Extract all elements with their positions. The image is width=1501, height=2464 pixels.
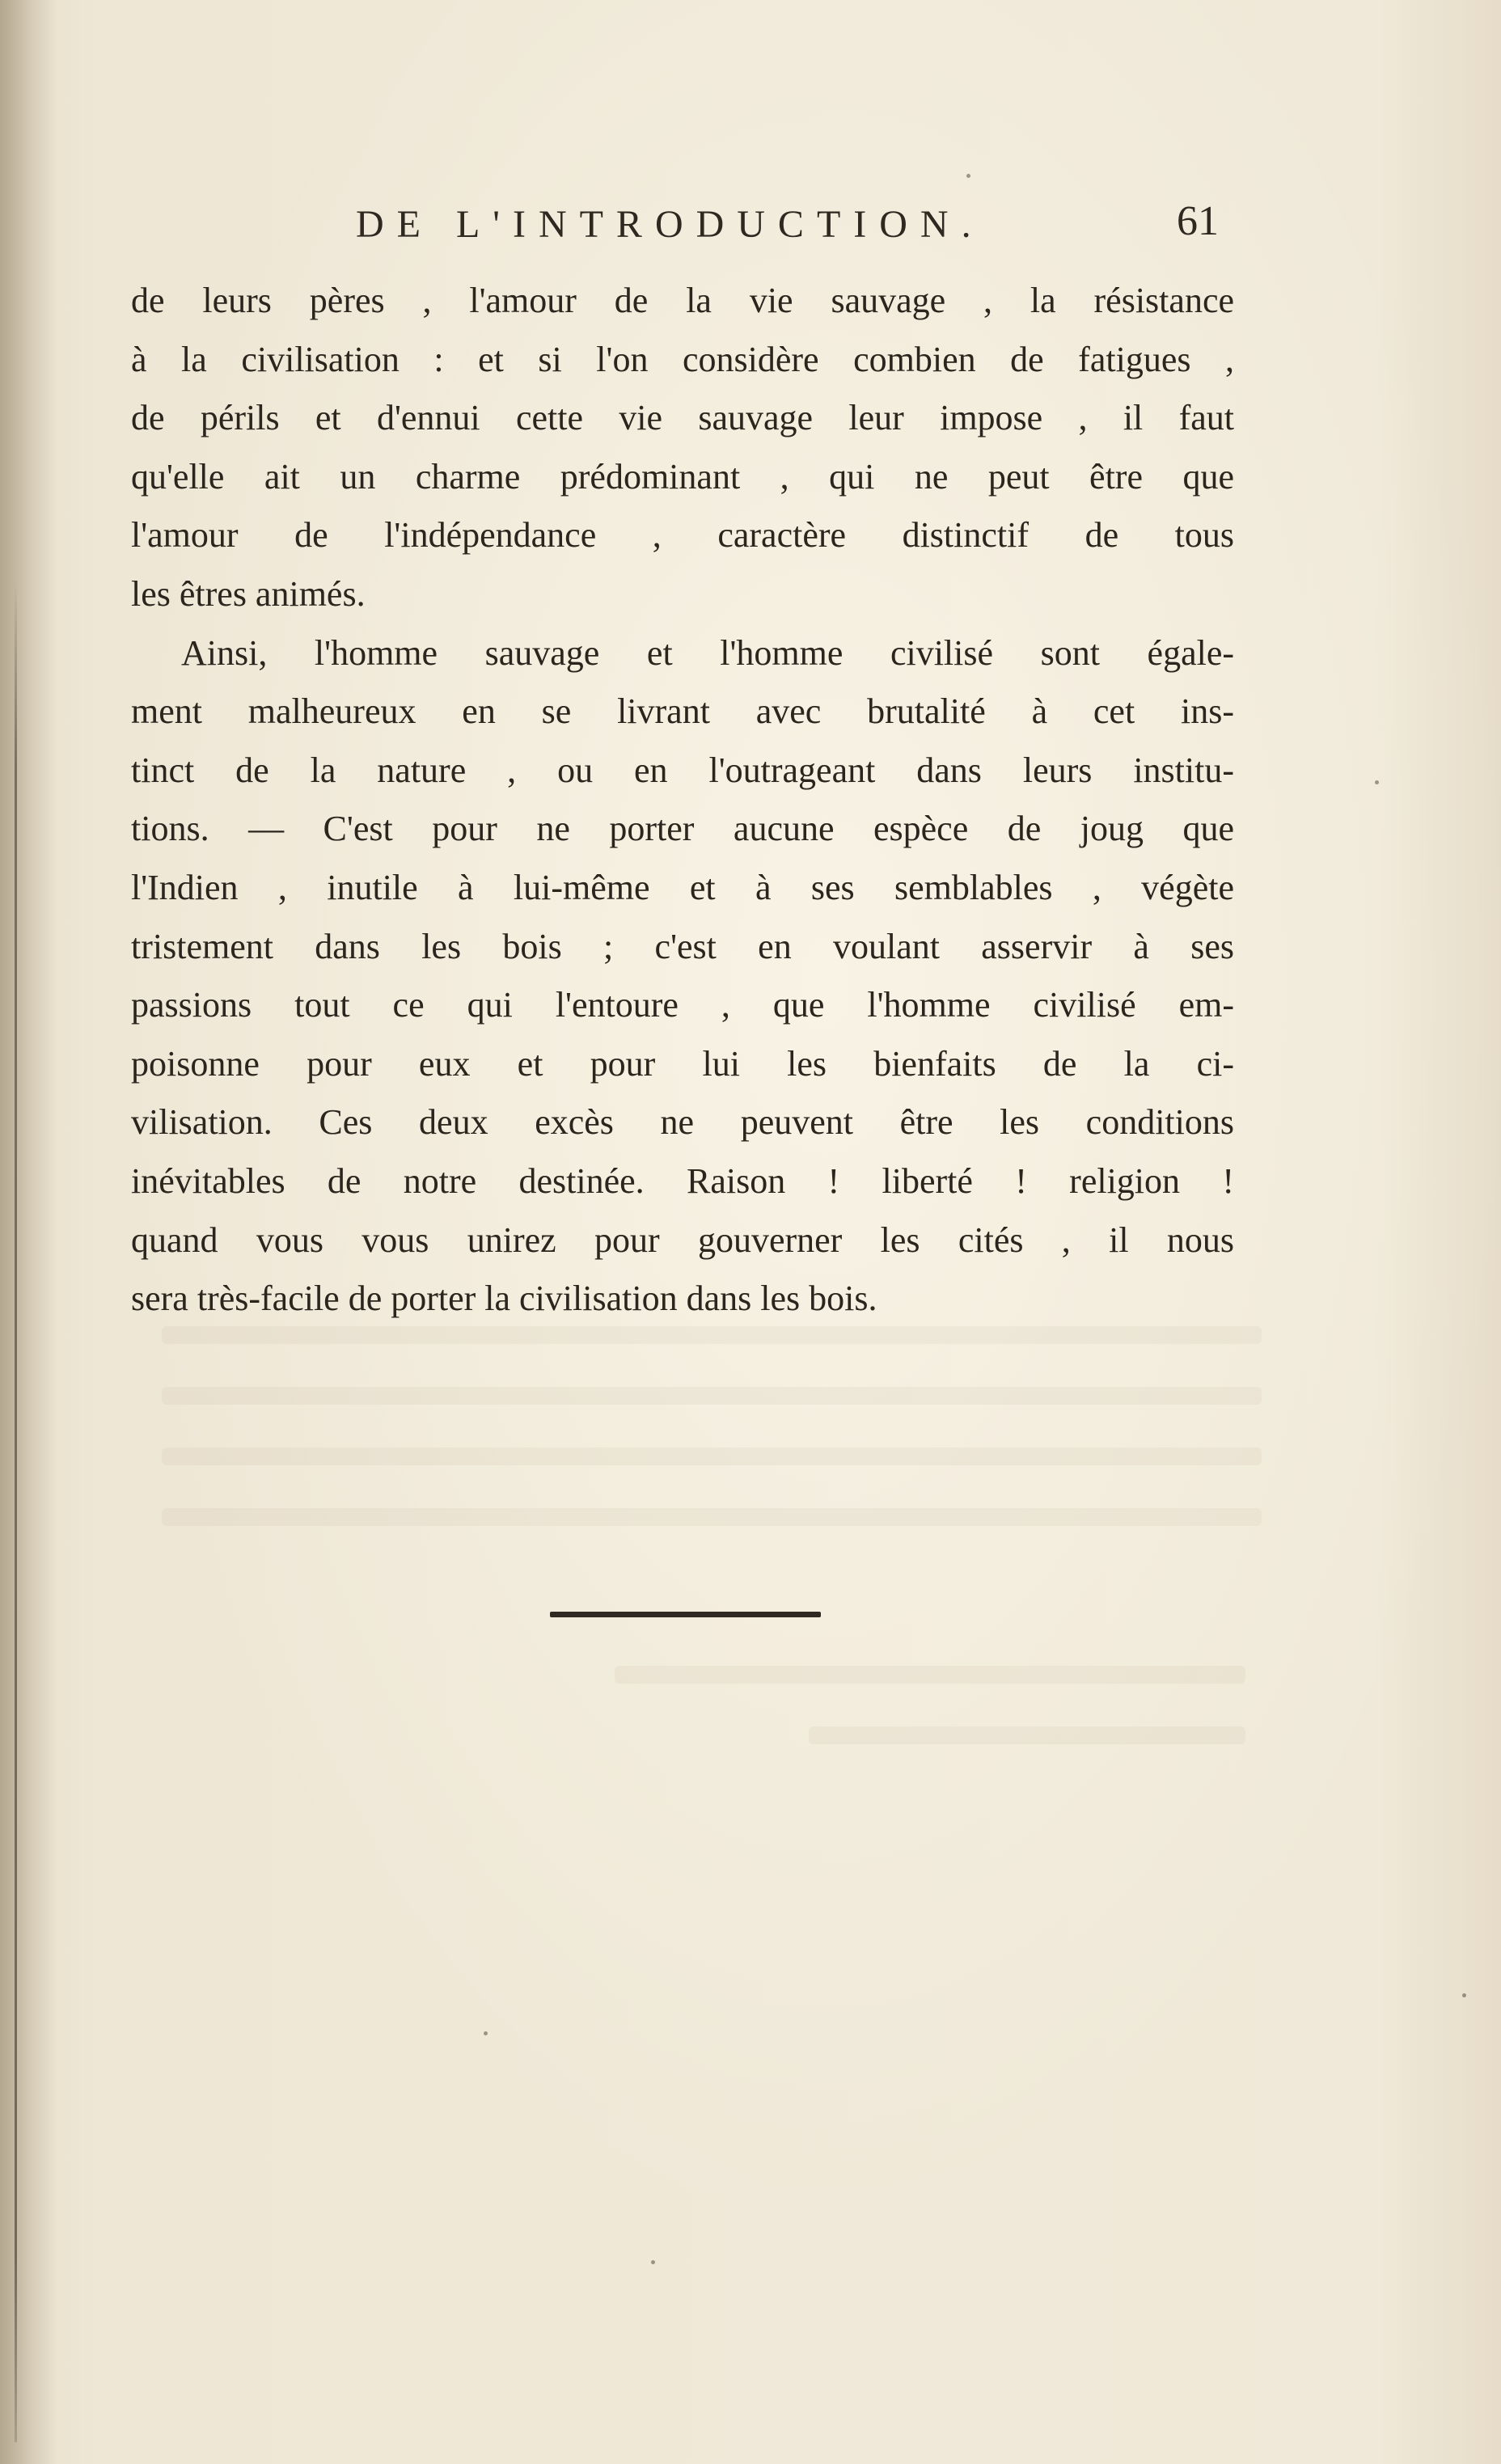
show-through-text <box>162 1448 1262 1465</box>
text-line: tinct de la nature , ou en l'outrageant dans leurs institu- <box>131 750 1234 790</box>
paper-speck <box>1375 780 1379 784</box>
show-through-text <box>162 1508 1262 1526</box>
text-line: à la civilisation : et si l'on considère combien de fatigues , <box>131 339 1234 379</box>
text-line: vilisation. Ces deux excès ne peuvent être les conditions <box>131 1102 1234 1143</box>
paper-speck <box>484 2031 488 2035</box>
text-line: l'amour de l'indépendance , caractère distinctif de tous <box>131 515 1234 556</box>
text-line: inévitables de notre destinée. Raison ! liberté ! religion ! <box>131 1160 1234 1201</box>
gutter-shadow <box>0 0 57 2464</box>
text-line: tions. — C'est pour ne porter aucune espèce de joug que <box>131 809 1234 849</box>
text-line: de leurs pères , l'amour de la vie sauvage , la résistance <box>131 281 1234 320</box>
text-line: passions tout ce qui l'entoure , que l'homme civilisé em- <box>131 985 1234 1025</box>
section-end-rule <box>550 1612 821 1617</box>
text-line: tristement dans les bois ; c'est en voulant asservir à ses <box>131 926 1234 966</box>
show-through-text <box>162 1326 1262 1344</box>
text-line: quand vous vous unirez pour gouverner les cités , il nous <box>131 1219 1234 1260</box>
running-head-title: DE L'INTRODUCTION. <box>356 203 984 246</box>
page-edge-line <box>15 582 17 2442</box>
paper-speck <box>1462 1993 1466 1997</box>
page-number: 61 <box>1177 198 1219 244</box>
body-text <box>131 272 1234 1329</box>
text-line: de périls et d'ennui cette vie sauvage leur impose , il faut <box>131 398 1234 438</box>
text-line: l'Indien , inutile à lui-même et à ses semblables , végète <box>131 867 1234 907</box>
text-line: sera très-facile de porter la civilisation dans les bois. <box>131 1278 877 1319</box>
paper-speck <box>966 174 970 178</box>
show-through-text <box>162 1387 1262 1405</box>
show-through-text <box>809 1726 1245 1744</box>
show-through-text <box>615 1666 1245 1684</box>
paper-speck <box>651 2260 655 2264</box>
text-line: les êtres animés. <box>131 573 366 614</box>
text-line: qu'elle ait un charme prédominant , qui ne peut être que <box>131 456 1234 497</box>
text-line: poisonne pour eux et pour lui les bienfaits de la ci- <box>131 1043 1234 1084</box>
text-line: ment malheureux en se livrant avec brutalité à cet ins- <box>131 691 1234 732</box>
text-line: Ainsi, l'homme sauvage et l'homme civilisé sont égale- <box>181 632 1234 673</box>
